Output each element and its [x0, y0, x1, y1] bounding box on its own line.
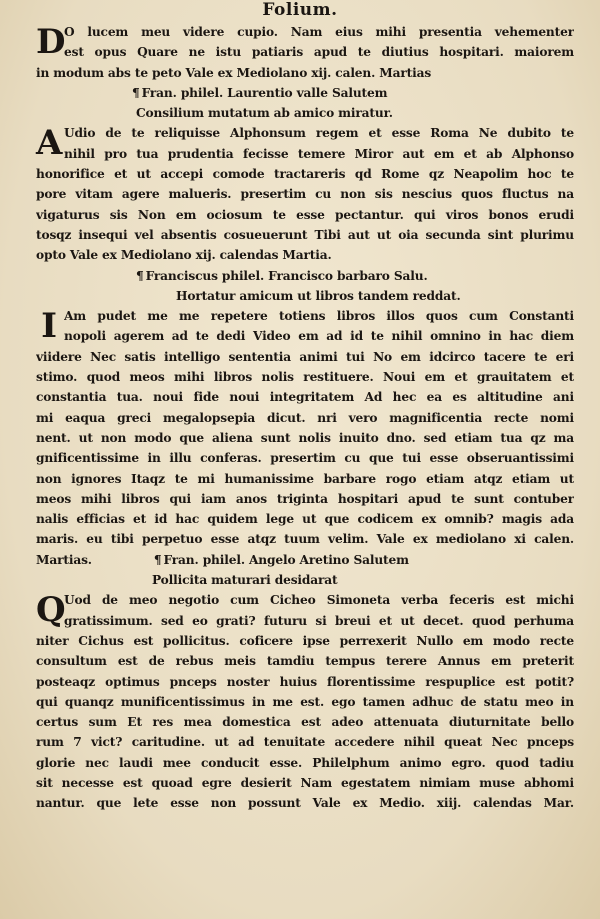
- text-line: honorifice et ut accepi comode tractareris qd Rome qz Neapolim hoc te: [36, 167, 574, 182]
- text-line: stimo. quod meos mihi libros nolis restituere. Noui em et grauitatem et: [36, 370, 574, 385]
- page-text-block: [36, 22, 574, 814]
- drop-capital: D: [36, 22, 66, 62]
- text-line: nalis efficias et id hac quidem lege ut que codicem ex omnib? magis ada: [36, 512, 574, 527]
- text-line: O lucem meu videre cupio. Nam eius mihi presentia vehementer: [64, 25, 574, 39]
- drop-capital: A: [36, 123, 63, 164]
- drop-capital: I: [41, 306, 57, 347]
- text-line: rum 7 vict? caritudine. ut ad tenuitate accedere nihil queat Nec pnceps: [36, 735, 574, 750]
- letter-2: [36, 123, 574, 265]
- text-line: posteaqz optimus pnceps noster huius florentissime respuplice est potit?: [36, 674, 574, 689]
- text-line: est opus Quare ne istu patiaris apud te diutius hospitari. maiorem: [64, 45, 574, 60]
- text-line: maris. eu tibi perpetuo esse atqz tuum velim. Vale ex mediolano xi calen.: [36, 532, 574, 547]
- text-line: nantur. que lete esse non possunt Vale ex Medio. xiij. calendas Mar.: [36, 796, 574, 811]
- text-line: sit necesse est quoad egre desierit Nam egestatem nimiam muse abhomi: [36, 775, 574, 790]
- text-line: opto Vale ex Mediolano xij. calendas Martia.: [36, 248, 332, 263]
- pilcrow-icon: ¶: [153, 552, 162, 567]
- drop-capital: Q: [36, 590, 66, 631]
- letter-1: [36, 22, 574, 83]
- pilcrow-icon: ¶: [132, 85, 140, 100]
- letter-argument: Consilium mutatum ab amico miratur.: [136, 106, 393, 121]
- letter-3: [36, 306, 574, 550]
- letter-4: [36, 590, 574, 813]
- text-line: nihil pro tua prudentia fecisse temere Miror aut em et ab Alphonso: [64, 146, 574, 161]
- letter-argument: Hortatur amicum ut libros tandem reddat.: [176, 288, 461, 303]
- text-line: constantia tua. noui fide noui integritatem Ad hec ea es altitudine ani: [36, 390, 574, 405]
- text-line: Am pudet me me repetere totiens libros illos quos cum Constanti: [64, 309, 574, 324]
- pilcrow-icon: ¶: [136, 268, 144, 283]
- text-line: niter Cichus est pollicitus. coficere ipse perrexerit Nullo em modo recte: [36, 633, 574, 648]
- text-line: Udio de te reliquisse Alphonsum regem et esse Roma Ne dubito te: [64, 126, 574, 141]
- text-line: in modum abs te peto Vale ex Mediolano xij. calen. Martias: [36, 65, 432, 80]
- text-line: tosqz insequi vel absentis cosueuerunt Tibi aut ut oia secunda sint plurimu: [36, 227, 574, 242]
- text-line: viidere Nec satis intelligo sententia animi tui No em idcirco tacere te eri: [36, 349, 574, 364]
- folio-header: Folium.: [262, 0, 338, 20]
- text-line: non ignores Itaqz te mi humanissime barbare rogo etiam atqz etiam ut: [36, 471, 574, 486]
- text-line: mi eaqua greci megalopsepia dicut. nri vero magnificentia recte nomi: [36, 410, 574, 425]
- letter-heading: ¶ Fran. philel. Laurentio valle Salutem: [132, 85, 388, 100]
- text-line: consultum est de rebus meis tamdiu tempus terere Annus em preterit: [36, 654, 574, 669]
- text-line: pore vitam agere malueris. presertim cu non sis nescius quos fluctus na: [36, 187, 574, 202]
- text-line: qui quanqz munificentissimus in me est. ego tamen adhuc de statu meo in: [36, 694, 574, 709]
- text-line: glorie nec laudi mee conducit esse. Philelphum animo egro. quod tadiu: [36, 755, 574, 770]
- text-line: certus sum Et res mea domestica est adeo attenuata diuturnitate bello: [36, 715, 574, 730]
- letter-argument: Pollicita maturari desidarat: [152, 573, 338, 588]
- text-line: gnificentissime in illu conferas. presertim cu que tui esse obseruantissimi: [36, 451, 574, 466]
- text-line: meos mihi libros qui iam anos triginta hospitari apud te sunt contuber: [36, 491, 574, 506]
- letter-heading: ¶ Franciscus philel. Francisco barbaro Salu.: [136, 268, 428, 283]
- text-line: gratissimum. sed eo grati? futuru si breui et ut decet. quod perhuma: [64, 613, 574, 628]
- text-line: vigaturus sis Non em ociosum te esse pectantur. qui viros bonos erudi: [36, 207, 574, 222]
- letter-heading: Martias. ¶ Fran. philel. Angelo Aretino Salutem: [36, 552, 409, 567]
- text-line: nopoli agerem ad te dedi Video em ad id te nihil omnino in hac diem: [64, 329, 574, 344]
- text-line: Uod de meo negotio cum Cicheo Simoneta verba feceris est michi: [64, 593, 574, 608]
- text-line: nent. ut non modo que aliena sunt nolis inuito dno. sed etiam tua qz ma: [36, 430, 574, 445]
